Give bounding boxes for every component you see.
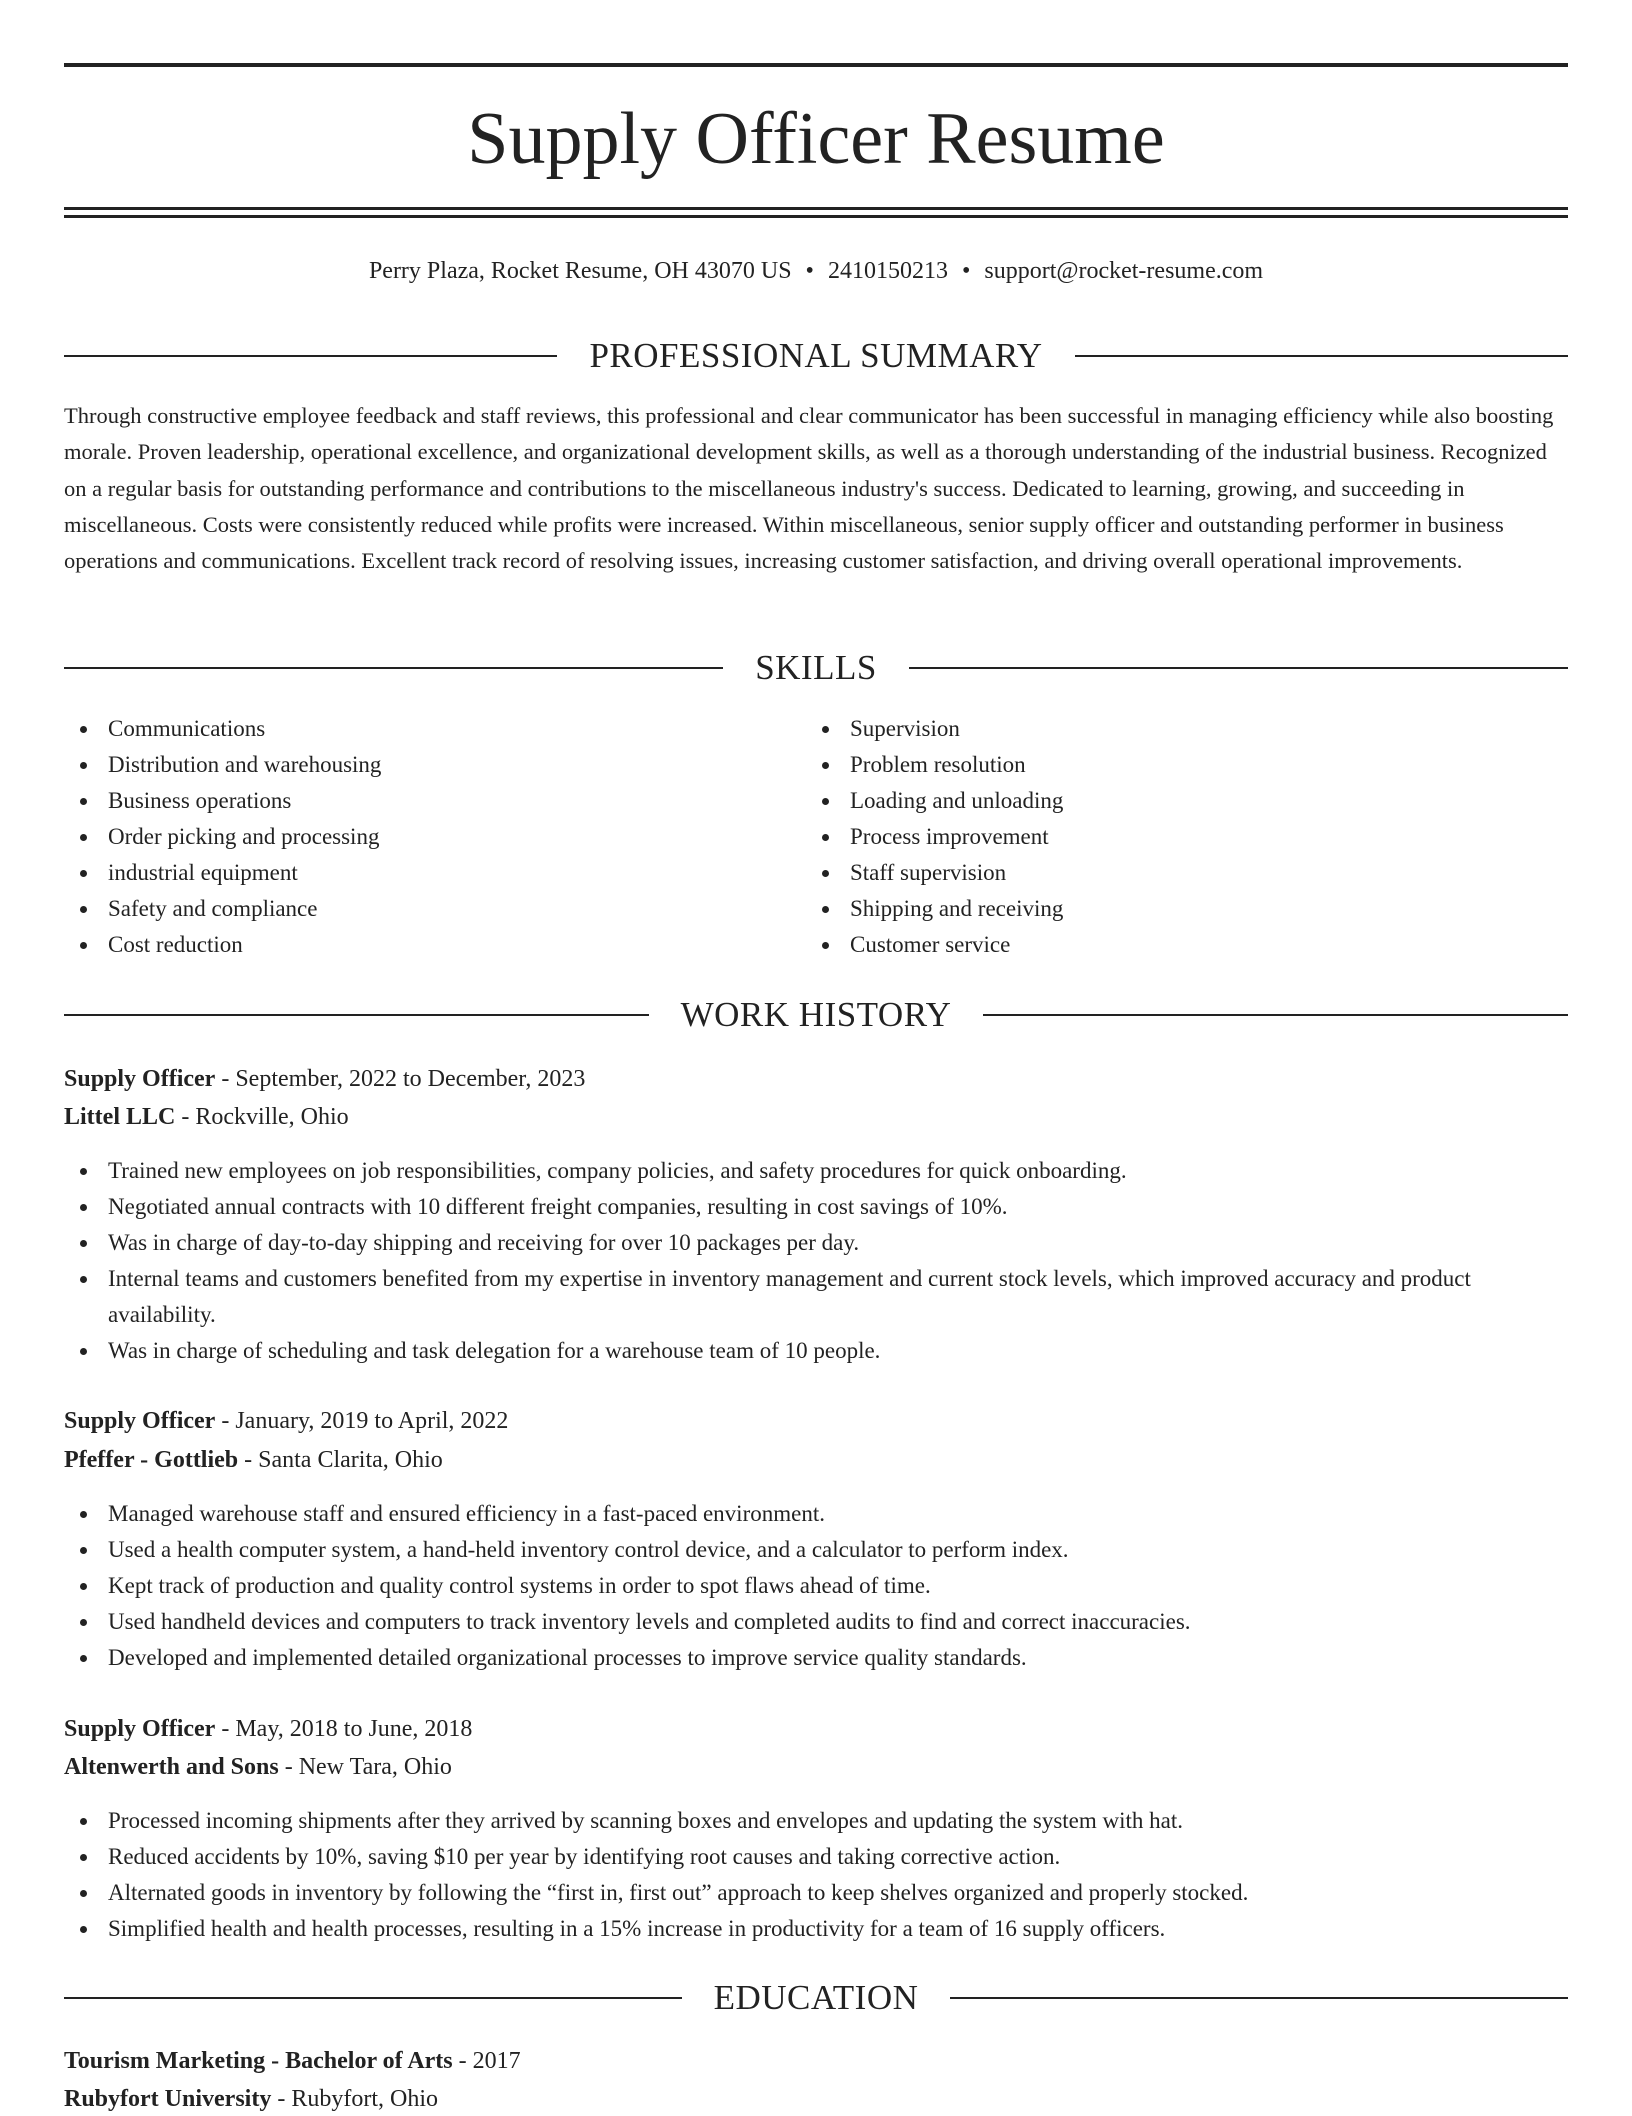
job-title: Supply Officer [64, 1716, 216, 1742]
resume-title: Supply Officer Resume [467, 98, 1165, 180]
contact-email: support@rocket-resume.com [984, 258, 1264, 284]
skill-item: Communications [64, 711, 764, 747]
skill-item: Customer service [806, 927, 1506, 963]
job-dates: - September, 2022 to December, 2023 [215, 1066, 586, 1092]
divider [64, 355, 557, 357]
skill-item: Supervision [806, 711, 1506, 747]
school-name: Rubyfort University [64, 2086, 272, 2112]
job-dates: - May, 2018 to June, 2018 [215, 1716, 473, 1742]
section-header-work [64, 993, 1568, 1037]
job-bullets [64, 1803, 1568, 1947]
section-title: SKILLS [755, 648, 877, 687]
divider [983, 1014, 1568, 1016]
skill-item: Cost reduction [64, 927, 764, 963]
skill-item: Order picking and processing [64, 819, 764, 855]
graduation-year: - 2017 [452, 2048, 521, 2074]
section-header-education [64, 1976, 1568, 2020]
company-location: - New Tara, Ohio [278, 1754, 452, 1780]
skills-list-left [64, 711, 764, 963]
job-bullets [64, 1496, 1568, 1676]
contact-separator: • [961, 258, 971, 284]
divider [1075, 355, 1568, 357]
skill-item: Process improvement [806, 819, 1506, 855]
bullet-item: Used a health computer system, a hand-held inventory control device, and a calculator to perform index. [64, 1532, 1568, 1568]
section-title: EDUCATION [713, 1978, 919, 2017]
company-name: Pfeffer - Gottlieb [64, 1447, 239, 1473]
company-name: Littel LLC [64, 1104, 176, 1130]
divider [64, 1997, 682, 1999]
top-rule [64, 63, 1568, 67]
bullet-item: Negotiated annual contracts with 10 different freight companies, resulting in cost savings of 10%. [64, 1189, 1568, 1225]
skill-item: industrial equipment [64, 855, 764, 891]
contact-phone: 2410150213 [827, 258, 948, 284]
job-company-line [64, 1100, 349, 1134]
education-degree-line [64, 2044, 521, 2078]
skill-item: Loading and unloading [806, 783, 1506, 819]
bullet-item: Processed incoming shipments after they arrived by scanning boxes and envelopes and updating the system with hat. [64, 1803, 1568, 1839]
bullet-item: Kept track of production and quality control systems in order to spot flaws ahead of time. [64, 1568, 1568, 1604]
contact-address: Perry Plaza, Rocket Resume, OH 43070 US [368, 258, 792, 284]
skill-item: Business operations [64, 783, 764, 819]
job-title-line [64, 1062, 585, 1096]
job-dates: - January, 2019 to April, 2022 [215, 1408, 509, 1434]
title-rule-lower [64, 215, 1568, 218]
section-header-skills [64, 646, 1568, 690]
bullet-item: Internal teams and customers benefited from my expertise in inventory management and current stock levels, which improved accuracy and product availability. [64, 1261, 1568, 1333]
degree: Tourism Marketing - Bachelor of Arts [64, 2048, 453, 2074]
summary-text: Through constructive employee feedback and staff reviews, this professional and clear communicator has been successful in managing efficiency while also boosting morale. Proven leadership, operational excellence, and organizational development skills, as well as a thorough understanding of the industrial business. Recognized on a regular basis for outstanding performance and contributions to the miscellaneous industry's success. Dedicated to learning, growing, and succeeding in miscellaneous. Costs were consistently reduced while profits were increased. Within miscellaneous, senior supply officer and outstanding performer in business operations and communications. Excellent track record of resolving issues, increasing customer satisfaction, and driving overall operational improvements. [64, 403, 1554, 574]
section-header-summary [64, 334, 1568, 378]
company-name: Altenwerth and Sons [64, 1754, 279, 1780]
bullet-item: Developed and implemented detailed organizational processes to improve service quality standards. [64, 1640, 1568, 1676]
bullet-item: Reduced accidents by 10%, saving $10 per year by identifying root causes and taking corrective action. [64, 1839, 1568, 1875]
education-school-line [64, 2082, 438, 2116]
bullet-item: Was in charge of scheduling and task delegation for a warehouse team of 10 people. [64, 1333, 1568, 1369]
job-company-line [64, 1443, 443, 1477]
school-location: - Rubyfort, Ohio [271, 2086, 438, 2112]
bullet-item: Alternated goods in inventory by following the “first in, first out” approach to keep shelves organized and properly stocked. [64, 1875, 1568, 1911]
skill-item: Problem resolution [806, 747, 1506, 783]
skill-item: Shipping and receiving [806, 891, 1506, 927]
job-company-line [64, 1750, 452, 1784]
title-rule-upper [64, 207, 1568, 210]
bullet-item: Trained new employees on job responsibilities, company policies, and safety procedures for quick onboarding. [64, 1153, 1568, 1189]
job-title: Supply Officer [64, 1066, 216, 1092]
bullet-item: Was in charge of day-to-day shipping and receiving for over 10 packages per day. [64, 1225, 1568, 1261]
bullet-item: Managed warehouse staff and ensured efficiency in a fast-paced environment. [64, 1496, 1568, 1532]
job-title-line [64, 1404, 508, 1438]
skill-item: Distribution and warehousing [64, 747, 764, 783]
contact-line [64, 254, 1568, 288]
company-location: - Rockville, Ohio [175, 1104, 349, 1130]
divider [64, 667, 723, 669]
section-title: PROFESSIONAL SUMMARY [589, 336, 1043, 375]
bullet-item: Simplified health and health processes, resulting in a 15% increase in productivity for a team of 16 supply officers. [64, 1911, 1568, 1947]
divider [950, 1997, 1568, 1999]
job-title: Supply Officer [64, 1408, 216, 1434]
company-location: - Santa Clarita, Ohio [238, 1447, 443, 1473]
bullet-item: Used handheld devices and computers to track inventory levels and completed audits to find and correct inaccuracies. [64, 1604, 1568, 1640]
divider [909, 667, 1568, 669]
skill-item: Staff supervision [806, 855, 1506, 891]
skills-list-right [806, 711, 1506, 963]
job-title-line [64, 1712, 472, 1746]
section-title: WORK HISTORY [680, 995, 952, 1034]
contact-separator: • [805, 258, 814, 284]
divider [64, 1014, 649, 1016]
skill-item: Safety and compliance [64, 891, 764, 927]
job-bullets [64, 1153, 1568, 1369]
